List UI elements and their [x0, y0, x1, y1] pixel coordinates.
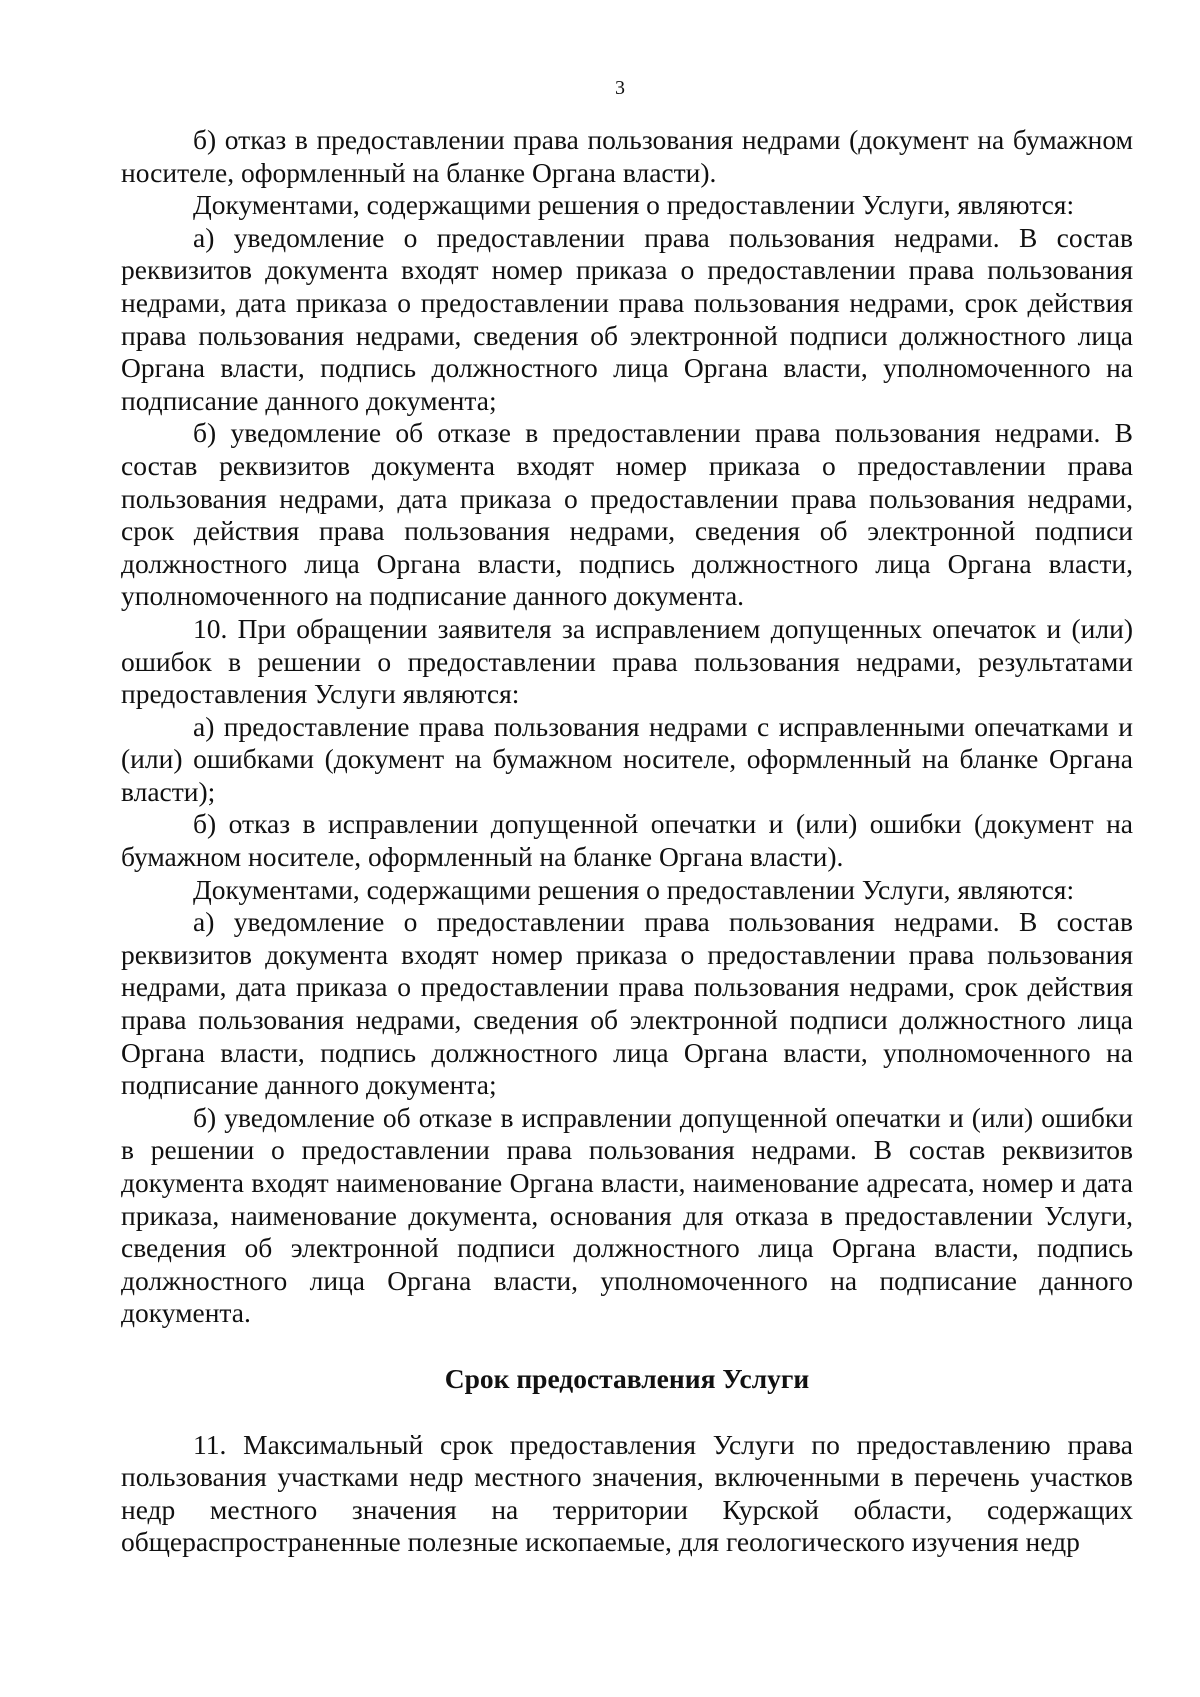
paragraph: б) уведомление об отказе в предоставлении права пользования недрами. В состав реквизитов документа входят номер приказа о предоставлении права пользования недрами, дата приказа о предоставлении права пользования недрами, срок действия права пользования недрами, сведения об электронной подписи должностного лица Органа власти, подпись должностного лица Органа власти, уполномоченного на подписание данного документа.: [121, 417, 1133, 612]
paragraph: а) предоставление права пользования недрами с исправленными опечатками и (или) ошибками (документ на бумажном носителе, оформленный на бланке Органа власти);: [121, 710, 1133, 807]
paragraph: 10. При обращении заявителя за исправлением допущенных опечаток и (или) ошибок в решении о предоставлении права пользования недрами, результатами предоставления Услуги являются:: [121, 612, 1133, 710]
paragraph: 11. Максимальный срок предоставления Услуги по предоставлению права пользования участками недр местного значения, включенными в перечень участков недр местного значения на территории Курской области, содержащих общераспространенные полезные ископаемые, для геологического изучения недр: [121, 1428, 1133, 1558]
paragraph: б) уведомление об отказе в исправлении допущенной опечатки и (или) ошибки в решении о предоставлении права пользования недрами. В состав реквизитов документа входят наименование Органа власти, наименование адресата, номер и дата приказа, наименование документа, основания для отказа в предоставлении Услуги, сведения об электронной подписи должностного лица Органа власти, подпись должностного лица Органа власти, уполномоченного на подписание данного документа.: [121, 1101, 1133, 1329]
paragraph: б) отказ в исправлении допущенной опечатки и (или) ошибки (документ на бумажном носителе, оформленный на бланке Органа власти).: [121, 808, 1133, 873]
section-heading: Срок предоставления Услуги: [444, 1362, 810, 1394]
paragraph: а) уведомление о предоставлении права пользования недрами. В состав реквизитов документа входят номер приказа о предоставлении права пользования недрами, дата приказа о предоставлении права пользования недрами, срок действия права пользования недрами, сведения об электронной подписи должностного лица Органа власти, подпись должностного лица Органа власти, уполномоченного на подписание данного документа;: [121, 221, 1133, 416]
document-body: [121, 124, 1133, 1559]
page-number: 3: [615, 77, 625, 99]
paragraph: Документами, содержащими решения о предоставлении Услуги, являются:: [193, 873, 1075, 905]
paragraph: Документами, содержащими решения о предоставлении Услуги, являются:: [193, 189, 1075, 221]
paragraph: б) отказ в предоставлении права пользования недрами (документ на бумажном носителе, оформленный на бланке Органа власти).: [121, 124, 1133, 188]
paragraph: а) уведомление о предоставлении права пользования недрами. В состав реквизитов документа входят номер приказа о предоставлении права пользования недрами, дата приказа о предоставлении права пользования недрами, срок действия права пользования недрами, сведения об электронной подписи должностного лица Органа власти, подпись должностного лица Органа власти, уполномоченного на подписание данного документа;: [121, 906, 1133, 1101]
